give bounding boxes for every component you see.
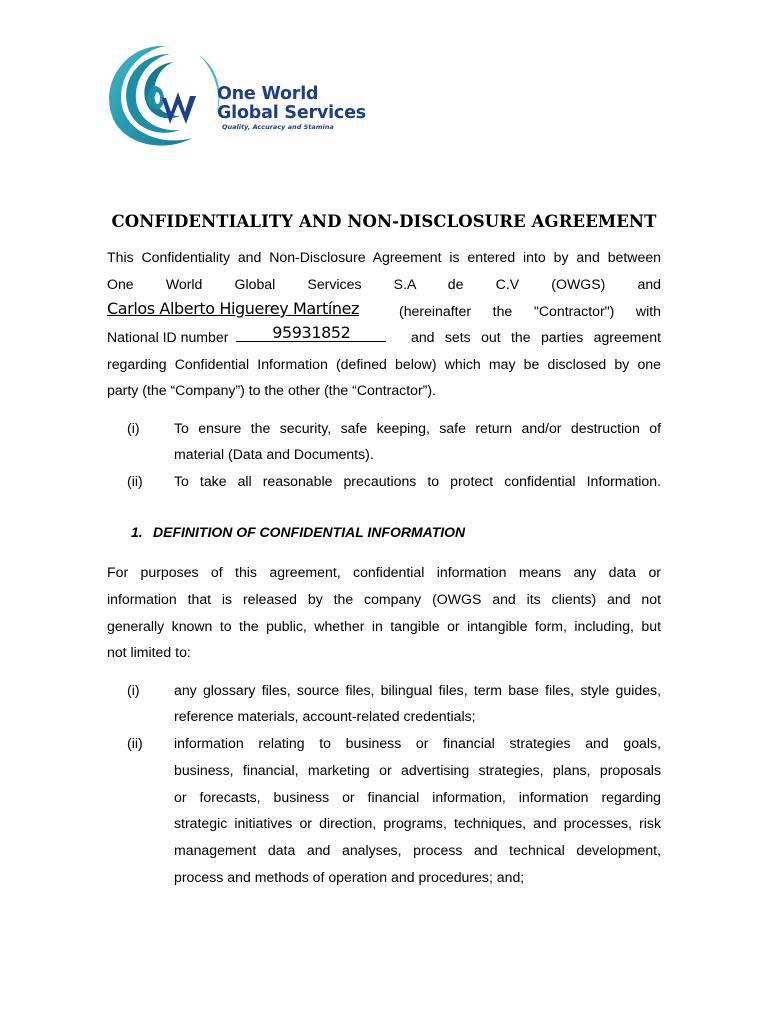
paragraph-line: not limited to: [107,644,191,660]
intro-line-2: One World Global Services S.A de C.V (OWGS) and [107,276,661,292]
intro-line-4-rest: and sets out the parties agreement [411,329,661,345]
paragraph-line: For purposes of this agreement, confidential information means any data or [107,564,661,580]
intro-line-4 [107,323,661,346]
section-heading [131,524,465,540]
list-item-continuation: process and methods of operation and procedures; and; [174,869,525,885]
list-item-text: information relating to business or financial strategies and goals, [174,735,661,751]
list-marker: (ii) [127,473,143,489]
list-item-continuation: or forecasts, business or financial information, information regarding [174,789,661,805]
intro-line-3 [107,300,661,318]
intro-line-5: regarding Confidential Information (defined below) which may be disclosed by one [107,356,661,372]
national-id-label: National ID number [107,329,229,345]
list-item-text: any glossary files, source files, bilingual files, term base files, style guides, [174,682,661,698]
intro-line-6: party (the “Company”) to the other (the “Contractor”). [107,382,436,398]
list-item-continuation: material (Data and Documents). [174,446,374,462]
list-item-text: To ensure the security, safe keeping, safe return and/or destruction of [174,420,661,436]
document-title: CONFIDENTIALITY AND NON-DISCLOSURE AGREEMENT [111,212,657,231]
national-id-blank [236,323,386,342]
list-item-continuation: strategic initiatives or direction, programs, techniques, and processes, risk [174,815,661,831]
list-item-continuation: reference materials, account-related credentials; [174,708,476,724]
national-id-value: 95931852 [272,323,351,342]
logo-tagline: Quality, Accuracy and Stamina [222,123,334,131]
paragraph-line: generally known to the public, whether in tangible or intangible form, including, but [107,618,661,634]
list-item-continuation: business, financial, marketing or advertising strategies, plans, proposals [174,762,661,778]
list-marker: (i) [127,682,140,698]
ow-emblem-icon [104,42,224,152]
list-item-continuation: management data and analyses, process and technical development, [174,842,661,858]
section-number: 1. [131,524,143,540]
list-item-text: To take all reasonable precautions to protect confidential Information. [174,473,661,489]
company-logo [104,42,364,152]
contractor-name: Carlos Alberto Higuerey Martínez [107,299,360,318]
intro-line-3-rest: (hereinafter the "Contractor") with [399,303,661,319]
section-heading-text: DEFINITION OF CONFIDENTIAL INFORMATION [153,524,466,540]
list-marker: (ii) [127,735,143,751]
logo-name-line1: One World [217,84,319,104]
paragraph-line: information that is released by the company (OWGS and its clients) and not [107,591,661,607]
logo-name-line2: Global Services [217,103,366,123]
list-marker: (i) [127,420,140,436]
intro-line-1: This Confidentiality and Non-Disclosure Agreement is entered into by and between [107,249,661,265]
